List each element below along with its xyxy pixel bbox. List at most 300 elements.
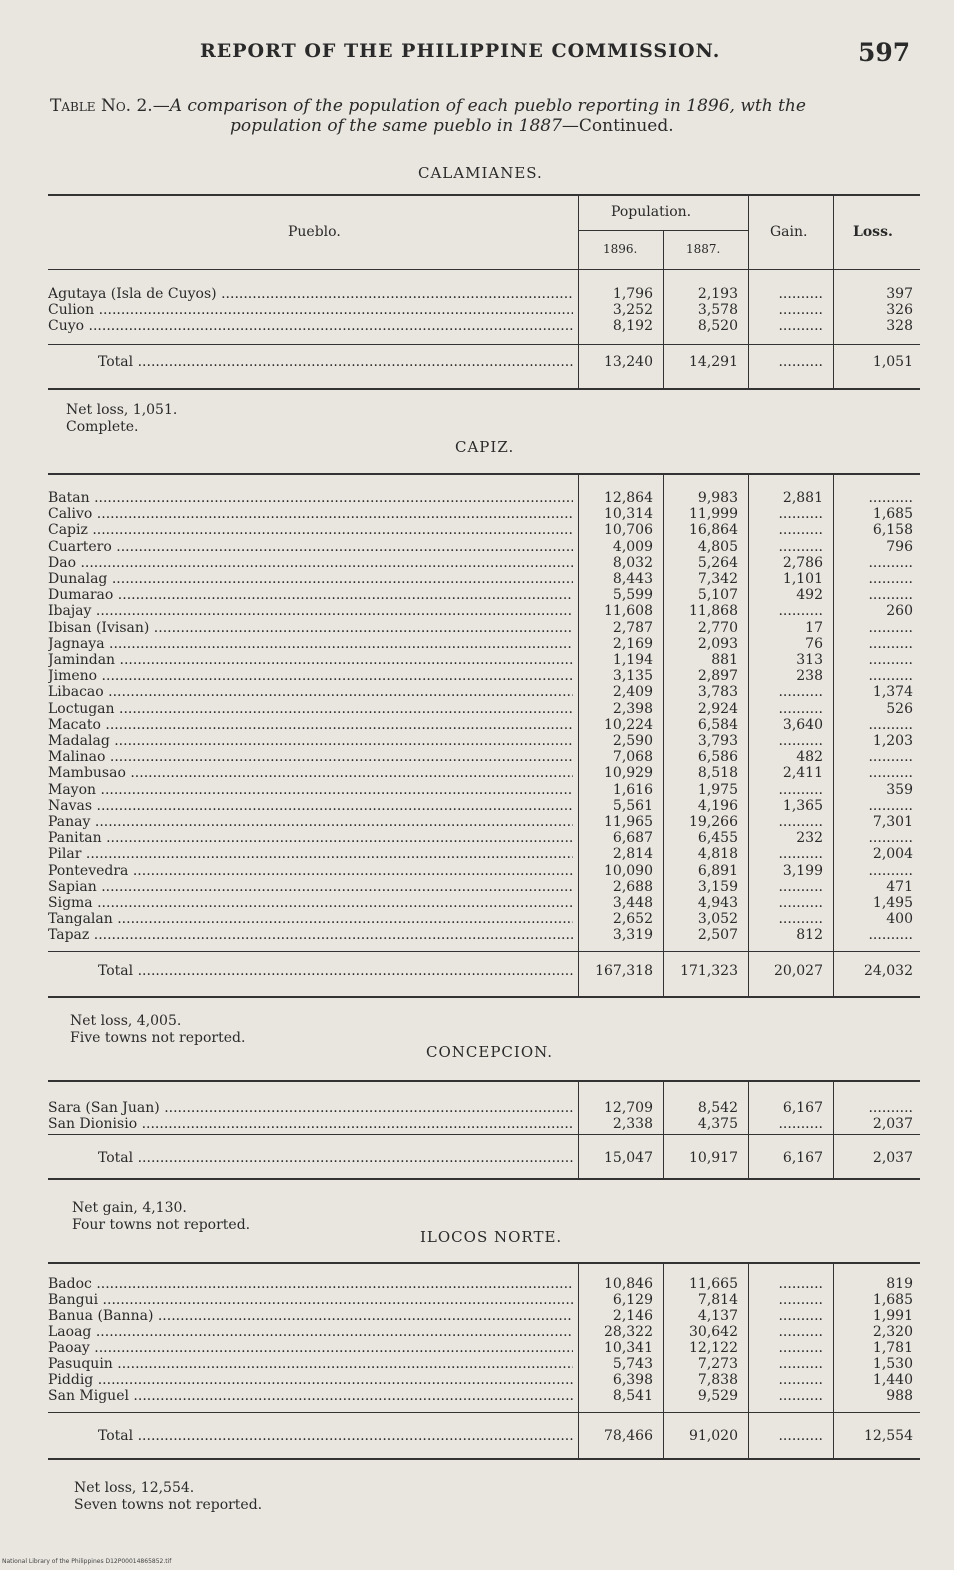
pueblo-name: Madalag ..... xyxy=(48,733,573,749)
table-row xyxy=(48,506,920,522)
population-1887: 6,455 xyxy=(697,830,738,847)
population-1896: 3,135 xyxy=(612,668,653,685)
pueblo-name: Dunalag ..... xyxy=(48,571,573,587)
gain-value: .......... xyxy=(778,522,823,539)
header-gain: Gain. xyxy=(770,224,808,240)
loss-value: 2,320 xyxy=(872,1324,913,1340)
section-title-calamianes: CALAMIANES. xyxy=(418,164,543,182)
table-row xyxy=(48,636,920,652)
loss-value: 526 xyxy=(886,700,913,717)
population-1896: 167,318 xyxy=(595,963,653,979)
loss-value: 1,685 xyxy=(872,1292,913,1308)
table-row xyxy=(48,749,920,765)
pueblo-name: Sara (San Juan) ..... xyxy=(48,1100,573,1116)
caption-italic-2: population of the same pueblo in 1887 xyxy=(230,116,562,136)
population-1887: 6,584 xyxy=(697,716,738,733)
population-1887: 2,193 xyxy=(697,286,738,302)
gain-value: 1,101 xyxy=(782,571,823,587)
note-line: Net loss, 12,554. xyxy=(74,1480,195,1496)
caption-label: Table No. 2. xyxy=(50,96,153,116)
population-1896: 2,146 xyxy=(612,1308,653,1324)
population-1896: 2,787 xyxy=(612,619,653,636)
population-1896: 2,814 xyxy=(612,846,653,863)
population-1896: 10,706 xyxy=(604,522,653,539)
gain-value: .......... xyxy=(778,814,823,830)
rule xyxy=(48,269,920,270)
total-row-line xyxy=(48,1428,920,1444)
pueblo-name: Calivo ..... xyxy=(48,506,573,522)
table-row xyxy=(48,701,920,717)
table-capiz xyxy=(48,473,920,998)
population-1887: 3,793 xyxy=(697,733,738,749)
gain-value: .......... xyxy=(778,1428,823,1444)
table-caption xyxy=(50,96,920,136)
population-1887: 4,137 xyxy=(697,1308,738,1324)
population-1887: 3,783 xyxy=(697,684,738,701)
population-1887: 14,291 xyxy=(689,354,738,370)
gain-value: 2,411 xyxy=(782,765,823,782)
rule xyxy=(48,1458,920,1460)
note-line: Net loss, 4,005. xyxy=(70,1013,182,1029)
section-title-concepcion: CONCEPCION. xyxy=(426,1043,554,1061)
loss-value: .......... xyxy=(868,716,913,733)
table-row xyxy=(48,733,920,749)
population-1887: 1,975 xyxy=(697,781,738,798)
population-1887: 4,818 xyxy=(697,846,738,863)
pueblo-name: Sapian ..... xyxy=(48,879,573,895)
population-1887: 6,891 xyxy=(697,862,738,879)
population-1887: 9,983 xyxy=(697,490,738,506)
population-1896: 5,561 xyxy=(612,797,653,814)
population-1887: 7,814 xyxy=(697,1292,738,1308)
population-1887: 3,052 xyxy=(697,911,738,928)
gain-value: .......... xyxy=(778,1308,823,1324)
gain-value: 76 xyxy=(805,635,823,652)
pueblo-name: Piddig ..... xyxy=(48,1372,573,1388)
population-1887: 5,264 xyxy=(697,554,738,571)
pueblo-name: Culion ..... xyxy=(48,302,573,318)
pueblo-name: Sigma ..... xyxy=(48,895,573,911)
gain-value: .......... xyxy=(778,1116,823,1132)
population-1887: 2,770 xyxy=(697,619,738,636)
table-row xyxy=(48,927,920,943)
gain-value: .......... xyxy=(778,302,823,318)
population-1887: 2,507 xyxy=(697,927,738,944)
note-line: Net gain, 4,130. xyxy=(72,1200,187,1216)
gain-value: 6,167 xyxy=(782,1150,823,1166)
table-row xyxy=(48,830,920,846)
pueblo-name: Badoc ..... xyxy=(48,1276,573,1292)
gain-value: 238 xyxy=(796,668,823,685)
population-1896: 2,409 xyxy=(612,684,653,701)
gain-value: .......... xyxy=(778,1340,823,1356)
population-1887: 881 xyxy=(711,652,738,668)
gain-value: .......... xyxy=(778,1356,823,1372)
table-row xyxy=(48,555,920,571)
gain-value: 20,027 xyxy=(774,963,823,979)
population-1887: 11,665 xyxy=(689,1276,738,1292)
pueblo-name: San Miguel ..... xyxy=(48,1388,573,1404)
loss-value: 328 xyxy=(886,318,913,334)
table-row xyxy=(48,846,920,862)
gain-value: .......... xyxy=(778,354,823,370)
population-1887: 7,273 xyxy=(697,1356,738,1372)
loss-value: .......... xyxy=(868,1100,913,1116)
gain-value: 492 xyxy=(796,587,823,604)
pueblo-name: Jimeno ..... xyxy=(48,668,573,684)
gain-value: .......... xyxy=(778,538,823,555)
pueblo-name: Total ..... xyxy=(98,963,573,979)
pueblo-name: Mayon ..... xyxy=(48,782,573,798)
population-1896: 12,864 xyxy=(604,490,653,506)
rule xyxy=(48,194,920,196)
pueblo-name: Panay ..... xyxy=(48,814,573,830)
gain-value: 2,786 xyxy=(782,554,823,571)
population-1887: 7,838 xyxy=(697,1372,738,1388)
gain-value: 812 xyxy=(796,927,823,944)
loss-value: 1,495 xyxy=(872,895,913,911)
header-population: Population. xyxy=(611,204,692,220)
section-title-ilocos-norte: ILOCOS NORTE. xyxy=(420,1228,563,1246)
population-1896: 10,341 xyxy=(604,1340,653,1356)
table-concepcion xyxy=(48,1080,920,1180)
population-1887: 2,924 xyxy=(697,700,738,717)
gain-value: 6,167 xyxy=(782,1100,823,1116)
loss-value: .......... xyxy=(868,862,913,879)
note-line: Complete. xyxy=(66,419,139,435)
running-header: REPORT OF THE PHILIPPINE COMMISSION. xyxy=(200,40,721,62)
loss-value: 1,991 xyxy=(872,1308,913,1324)
rule xyxy=(48,951,920,952)
table-row xyxy=(48,879,920,895)
table-row xyxy=(48,1276,920,1292)
loss-value: 1,203 xyxy=(872,733,913,749)
total-row-line xyxy=(48,354,920,370)
population-1896: 5,599 xyxy=(612,587,653,604)
table-row xyxy=(48,911,920,927)
table-row xyxy=(48,522,920,538)
loss-value: .......... xyxy=(868,668,913,685)
loss-value: .......... xyxy=(868,587,913,604)
population-1896: 2,398 xyxy=(612,700,653,717)
loss-value: 400 xyxy=(886,911,913,928)
caption-suffix: —Continued. xyxy=(561,116,674,136)
table-row xyxy=(48,814,920,830)
pueblo-name: Total ..... xyxy=(98,1428,573,1444)
population-1896: 8,443 xyxy=(612,571,653,587)
table-row xyxy=(48,286,920,302)
population-1887: 7,342 xyxy=(697,571,738,587)
rule xyxy=(48,996,920,998)
pueblo-name: Pontevedra ..... xyxy=(48,863,573,879)
gain-value: 232 xyxy=(796,830,823,847)
loss-value: 1,374 xyxy=(872,684,913,701)
population-1896: 2,590 xyxy=(612,733,653,749)
gain-value: .......... xyxy=(778,911,823,928)
population-1896: 1,616 xyxy=(612,781,653,798)
population-1896: 3,448 xyxy=(612,895,653,911)
table-row xyxy=(48,1388,920,1404)
pueblo-name: Paoay ..... xyxy=(48,1340,573,1356)
pueblo-name: Macato ..... xyxy=(48,717,573,733)
rule xyxy=(48,1080,920,1082)
scan-footer: National Library of the Philippines D12P00014865852.tif xyxy=(2,1558,172,1565)
table-row xyxy=(48,1324,920,1340)
gain-value: 482 xyxy=(796,749,823,766)
pueblo-name: Bangui ..... xyxy=(48,1292,573,1308)
population-1896: 3,319 xyxy=(612,927,653,944)
rule xyxy=(48,1134,920,1135)
gain-value: .......... xyxy=(778,1324,823,1340)
gain-value: .......... xyxy=(778,1388,823,1404)
population-1896: 1,796 xyxy=(612,286,653,302)
table-row xyxy=(48,318,920,334)
total-row-line xyxy=(48,1150,920,1166)
pueblo-name: Mambusao ..... xyxy=(48,765,573,781)
section-title-capiz: CAPIZ. xyxy=(455,438,515,456)
pueblo-name: Cuartero ..... xyxy=(48,539,573,555)
gain-value: .......... xyxy=(778,1292,823,1308)
population-1896: 15,047 xyxy=(604,1150,653,1166)
table-row xyxy=(48,684,920,700)
pueblo-name: Batan ..... xyxy=(48,490,573,506)
caption-dash: — xyxy=(152,96,170,116)
table-row xyxy=(48,1340,920,1356)
population-1887: 4,805 xyxy=(697,538,738,555)
loss-value: .......... xyxy=(868,830,913,847)
table-row xyxy=(48,603,920,619)
pueblo-name: Tapaz ..... xyxy=(48,927,573,943)
loss-value: 359 xyxy=(886,781,913,798)
population-1896: 6,398 xyxy=(612,1372,653,1388)
table-calamianes xyxy=(48,194,920,390)
loss-value: .......... xyxy=(868,619,913,636)
note-line: Net loss, 1,051. xyxy=(66,402,178,418)
table-row xyxy=(48,668,920,684)
loss-value: 6,158 xyxy=(872,522,913,539)
gain-value: .......... xyxy=(778,733,823,749)
loss-value: .......... xyxy=(868,927,913,944)
population-1896: 13,240 xyxy=(604,354,653,370)
population-1896: 7,068 xyxy=(612,749,653,766)
pueblo-name: Libacao ..... xyxy=(48,684,573,700)
loss-value: 471 xyxy=(886,878,913,895)
gain-value: .......... xyxy=(778,781,823,798)
total-row-line xyxy=(48,963,920,979)
table-row xyxy=(48,895,920,911)
population-1887: 30,642 xyxy=(689,1324,738,1340)
pueblo-name: Panitan ..... xyxy=(48,830,573,846)
population-1896: 78,466 xyxy=(604,1428,653,1444)
loss-value: .......... xyxy=(868,490,913,506)
population-1887: 11,868 xyxy=(689,603,738,620)
loss-value: 796 xyxy=(886,538,913,555)
table-row xyxy=(48,798,920,814)
note-line: Seven towns not reported. xyxy=(74,1497,263,1513)
pueblo-name: Agutaya (Isla de Cuyos) ..... xyxy=(48,286,573,302)
loss-value: 1,440 xyxy=(872,1372,913,1388)
table-row xyxy=(48,782,920,798)
loss-value: 1,051 xyxy=(872,354,913,370)
notes-capiz xyxy=(70,1013,245,1047)
loss-value: .......... xyxy=(868,749,913,766)
pueblo-name: Malinao ..... xyxy=(48,749,573,765)
loss-value: 819 xyxy=(886,1276,913,1292)
loss-value: 2,004 xyxy=(872,846,913,863)
pueblo-name: Capiz ..... xyxy=(48,522,573,538)
header-1887: 1887. xyxy=(686,242,721,256)
header-pueblo: Pueblo. xyxy=(288,224,341,240)
pueblo-name: San Dionisio ..... xyxy=(48,1116,573,1132)
note-line: Five towns not reported. xyxy=(70,1030,246,1046)
loss-value: .......... xyxy=(868,652,913,668)
population-1896: 2,169 xyxy=(612,635,653,652)
population-1887: 2,897 xyxy=(697,668,738,685)
population-1887: 19,266 xyxy=(689,814,738,830)
table-row xyxy=(48,717,920,733)
pueblo-name: Navas ..... xyxy=(48,798,573,814)
population-1887: 8,518 xyxy=(697,765,738,782)
population-1887: 3,159 xyxy=(697,878,738,895)
rule xyxy=(48,344,920,345)
table-row xyxy=(48,1308,920,1324)
loss-value: 2,037 xyxy=(872,1116,913,1132)
population-1887: 11,999 xyxy=(689,506,738,523)
population-1896: 8,541 xyxy=(612,1388,653,1404)
gain-value: 3,199 xyxy=(782,862,823,879)
pueblo-name: Jagnaya ..... xyxy=(48,636,573,652)
notes-ilocos-norte xyxy=(74,1480,262,1514)
gain-value: .......... xyxy=(778,506,823,523)
population-1887: 91,020 xyxy=(689,1428,738,1444)
table-row xyxy=(48,539,920,555)
header-1896: 1896. xyxy=(603,242,638,256)
population-1887: 12,122 xyxy=(689,1340,738,1356)
loss-value: 2,037 xyxy=(872,1150,913,1166)
header-loss: Loss. xyxy=(853,224,893,240)
population-1887: 16,864 xyxy=(689,522,738,539)
gain-value: .......... xyxy=(778,700,823,717)
pueblo-name: Laoag ..... xyxy=(48,1324,573,1340)
population-1896: 10,314 xyxy=(604,506,653,523)
gain-value: .......... xyxy=(778,286,823,302)
gain-value: 3,640 xyxy=(782,716,823,733)
gain-value: .......... xyxy=(778,878,823,895)
table-row xyxy=(48,620,920,636)
table-row xyxy=(48,1116,920,1132)
population-1896: 2,338 xyxy=(612,1116,653,1132)
table-row xyxy=(48,863,920,879)
loss-value: .......... xyxy=(868,635,913,652)
population-1887: 4,943 xyxy=(697,895,738,911)
pueblo-name: Ibisan (Ivisan) ..... xyxy=(48,620,573,636)
population-1896: 3,252 xyxy=(612,302,653,318)
pueblo-name: Loctugan ..... xyxy=(48,701,573,717)
pueblo-name: Total ..... xyxy=(98,1150,573,1166)
pueblo-name: Cuyo ..... xyxy=(48,318,573,334)
pueblo-name: Jamindan ..... xyxy=(48,652,573,668)
pueblo-name: Pilar ..... xyxy=(48,846,573,862)
population-1896: 6,129 xyxy=(612,1292,653,1308)
population-1896: 10,846 xyxy=(604,1276,653,1292)
table-row xyxy=(48,571,920,587)
loss-value: 397 xyxy=(886,286,913,302)
population-1896: 28,322 xyxy=(604,1324,653,1340)
population-1896: 10,224 xyxy=(604,716,653,733)
notes-concepcion xyxy=(72,1200,250,1234)
loss-value: .......... xyxy=(868,571,913,587)
population-1896: 6,687 xyxy=(612,830,653,847)
loss-value: 326 xyxy=(886,302,913,318)
table-row xyxy=(48,1292,920,1308)
loss-value: 1,781 xyxy=(872,1340,913,1356)
population-1887: 4,196 xyxy=(697,797,738,814)
population-1887: 9,529 xyxy=(697,1388,738,1404)
loss-value: 1,685 xyxy=(872,506,913,523)
page-number: 597 xyxy=(858,38,911,67)
population-1896: 8,192 xyxy=(612,318,653,334)
pueblo-name: Dumarao ..... xyxy=(48,587,573,603)
pueblo-name: Dao ..... xyxy=(48,555,573,571)
rule xyxy=(48,1178,920,1180)
population-1896: 11,608 xyxy=(604,603,653,620)
loss-value: 12,554 xyxy=(864,1428,913,1444)
table-row xyxy=(48,490,920,506)
gain-value: .......... xyxy=(778,684,823,701)
population-1896: 5,743 xyxy=(612,1356,653,1372)
loss-value: 1,530 xyxy=(872,1356,913,1372)
notes-calamianes xyxy=(66,402,177,436)
table-row xyxy=(48,765,920,781)
pueblo-name: Pasuquin ..... xyxy=(48,1356,573,1372)
population-1896: 2,688 xyxy=(612,878,653,895)
gain-value: 1,365 xyxy=(782,797,823,814)
loss-value: .......... xyxy=(868,554,913,571)
gain-value: 2,881 xyxy=(782,490,823,506)
population-1887: 5,107 xyxy=(697,587,738,604)
population-1887: 6,586 xyxy=(697,749,738,766)
gain-value: 17 xyxy=(805,619,823,636)
population-1887: 8,520 xyxy=(697,318,738,334)
table-row xyxy=(48,302,920,318)
caption-italic-1: A comparison of the population of each pueblo reporting in 1896, wth the xyxy=(169,96,806,116)
table-ilocos-norte xyxy=(48,1262,920,1462)
rule xyxy=(48,388,920,390)
population-1896: 1,194 xyxy=(612,652,653,668)
table-row xyxy=(48,1356,920,1372)
population-1887: 171,323 xyxy=(680,963,738,979)
population-1887: 3,578 xyxy=(697,302,738,318)
population-1896: 10,090 xyxy=(604,862,653,879)
gain-value: .......... xyxy=(778,895,823,911)
population-1896: 2,652 xyxy=(612,911,653,928)
gain-value: 313 xyxy=(796,652,823,668)
loss-value: .......... xyxy=(868,765,913,782)
rule xyxy=(48,1412,920,1413)
population-1896: 11,965 xyxy=(604,814,653,830)
population-1896: 8,032 xyxy=(612,554,653,571)
population-1896: 4,009 xyxy=(612,538,653,555)
pueblo-name: Tangalan ..... xyxy=(48,911,573,927)
rule xyxy=(48,1262,920,1264)
pueblo-name: Total ..... xyxy=(98,354,573,370)
gain-value: .......... xyxy=(778,1372,823,1388)
population-1887: 4,375 xyxy=(697,1116,738,1132)
note-line: Four towns not reported. xyxy=(72,1217,251,1233)
gain-value: .......... xyxy=(778,846,823,863)
rule xyxy=(48,473,920,475)
population-1887: 2,093 xyxy=(697,635,738,652)
